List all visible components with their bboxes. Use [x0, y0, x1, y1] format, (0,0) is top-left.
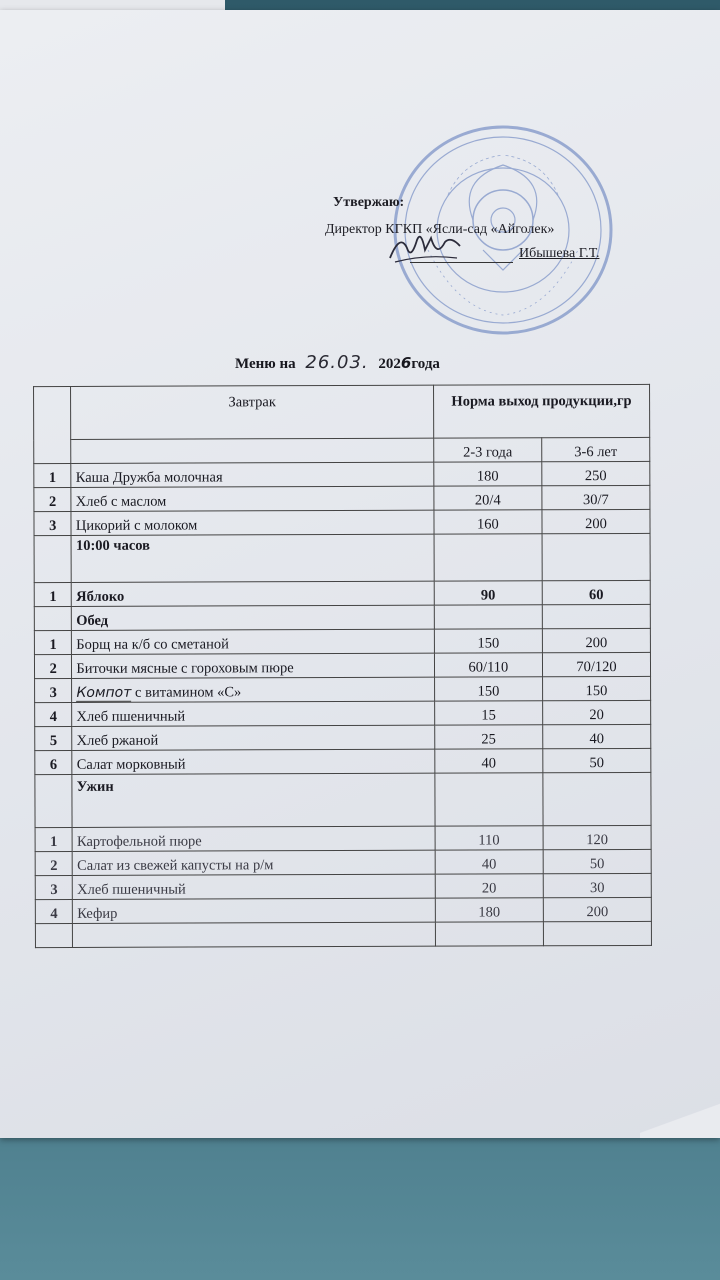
row-number: 3	[35, 875, 72, 899]
table-row	[35, 825, 651, 851]
dish-name: Салат из свежей капусты на р/м	[73, 850, 436, 875]
age-group-1: 2-3 года	[434, 438, 542, 462]
table-header-row	[34, 384, 650, 439]
portion-2-3: 110	[435, 826, 543, 850]
dish-name-printed: с витамином «С»	[131, 684, 242, 701]
table-row	[34, 580, 650, 606]
row-number: 1	[34, 582, 71, 606]
portion-2-3: 15	[434, 701, 542, 725]
empty-cell	[435, 773, 543, 826]
row-number: 5	[35, 726, 72, 750]
portion-3-6: 120	[543, 825, 651, 849]
portion-2-3: 150	[434, 677, 542, 701]
handwritten-signature	[385, 228, 465, 268]
portion-2-3: 180	[435, 898, 543, 922]
menu-date-handwritten: 26.03.	[305, 352, 369, 373]
dish-name-handwritten: Компот	[76, 684, 132, 701]
section-title-snack: 10:00 часов	[71, 534, 434, 582]
portion-3-6: 200	[542, 628, 650, 652]
menu-title-prefix: Меню на	[235, 356, 296, 372]
table-row	[34, 652, 650, 678]
row-number: 2	[35, 851, 72, 875]
table-row	[35, 748, 651, 774]
row-number: 6	[35, 750, 72, 774]
menu-table	[33, 384, 652, 948]
dish-name: Хлеб пшеничный	[72, 701, 435, 726]
menu-year-handwritten: 6	[400, 354, 412, 372]
dish-name: Салат морковный	[72, 749, 435, 774]
paper-corner	[640, 1098, 720, 1138]
portion-2-3: 40	[435, 850, 543, 874]
table-age-row	[34, 437, 650, 463]
portion-3-6: 30/7	[542, 485, 650, 509]
empty-cell	[434, 534, 542, 581]
section-row-snack	[34, 533, 650, 582]
row-number: 1	[34, 463, 71, 487]
header-norm: Норма выход продукции,гр	[433, 384, 649, 438]
portion-2-3: 90	[434, 581, 542, 605]
dish-name: Биточки мясные с гороховым пюре	[72, 653, 435, 678]
age-group-2: 3-6 лет	[542, 437, 650, 461]
table-row	[35, 873, 651, 899]
table-row	[35, 724, 651, 750]
row-number: 1	[35, 827, 72, 851]
dish-name: Борщ на к/б со сметаной	[72, 629, 435, 654]
empty-cell	[434, 605, 542, 629]
header-meal: Завтрак	[71, 385, 434, 439]
table-row	[35, 676, 651, 702]
menu-year-printed: 202	[378, 356, 401, 372]
age-row-blank	[71, 438, 434, 463]
table-row	[35, 700, 651, 726]
portion-3-6: 60	[542, 580, 650, 604]
portion-3-6: 20	[543, 700, 651, 724]
table-row	[34, 485, 650, 511]
table-row	[35, 849, 651, 875]
row-number: 3	[35, 678, 72, 702]
portion-3-6: 50	[543, 748, 651, 772]
section-row-dinner	[35, 772, 651, 827]
dish-name: Хлеб пшеничный	[73, 874, 436, 899]
portion-3-6: 200	[542, 509, 650, 533]
row-number	[35, 923, 72, 947]
portion-3-6: 30	[543, 873, 651, 897]
portion-3-6: 250	[542, 461, 650, 485]
menu-title	[235, 352, 440, 373]
row-number: 4	[35, 702, 72, 726]
portion-2-3: 150	[434, 629, 542, 653]
portion-3-6: 50	[543, 849, 651, 873]
portion-2-3: 40	[435, 749, 543, 773]
table-row	[34, 461, 650, 487]
section-title-dinner: Ужин	[72, 773, 435, 827]
dish-name: Картофельной пюре	[72, 826, 435, 851]
row-number: 3	[34, 511, 71, 535]
empty-cell	[73, 922, 436, 947]
row-number: 1	[34, 630, 71, 654]
dish-name: Хлеб с маслом	[71, 486, 434, 511]
empty-cell	[542, 533, 650, 580]
portion-2-3: 60/110	[434, 653, 542, 677]
dish-name: Яблоко	[72, 581, 435, 606]
portion-2-3: 20/4	[434, 486, 542, 510]
portion-2-3: 20	[435, 874, 543, 898]
portion-3-6: 70/120	[542, 652, 650, 676]
dish-name	[72, 677, 435, 702]
dish-name: Кефир	[73, 898, 436, 923]
dish-name: Цикорий с молоком	[71, 510, 434, 535]
empty-cell	[543, 921, 651, 945]
portion-3-6: 150	[542, 676, 650, 700]
portion-3-6: 200	[543, 897, 651, 921]
row-number	[34, 535, 72, 582]
header-num-cell	[34, 386, 72, 463]
table-row	[34, 509, 650, 535]
portion-3-6: 40	[543, 724, 651, 748]
row-number: 2	[34, 487, 71, 511]
row-number: 2	[34, 654, 71, 678]
row-number	[35, 774, 73, 827]
portion-2-3: 160	[434, 510, 542, 534]
portion-2-3: 180	[434, 462, 542, 486]
menu-title-suffix: года	[411, 356, 440, 372]
empty-cell	[542, 604, 650, 628]
table-row-empty	[35, 921, 651, 947]
row-number	[34, 606, 71, 630]
section-title-lunch: Обед	[72, 605, 435, 630]
dish-name: Хлеб ржаной	[72, 725, 435, 750]
row-number: 4	[35, 899, 72, 923]
approval-heading: Утвержаю:	[333, 195, 405, 210]
approval-block	[0, 0, 720, 300]
section-row-lunch	[34, 604, 650, 630]
approval-name: Ибышева Г.Т.	[519, 246, 600, 261]
dish-name: Каша Дружба молочная	[71, 462, 434, 487]
approval-position: Директор КГКП «Ясли-сад «Айголек»	[325, 222, 555, 237]
table-row	[35, 897, 651, 923]
portion-2-3: 25	[435, 725, 543, 749]
table-row	[34, 628, 650, 654]
empty-cell	[435, 922, 543, 946]
empty-cell	[543, 772, 651, 825]
